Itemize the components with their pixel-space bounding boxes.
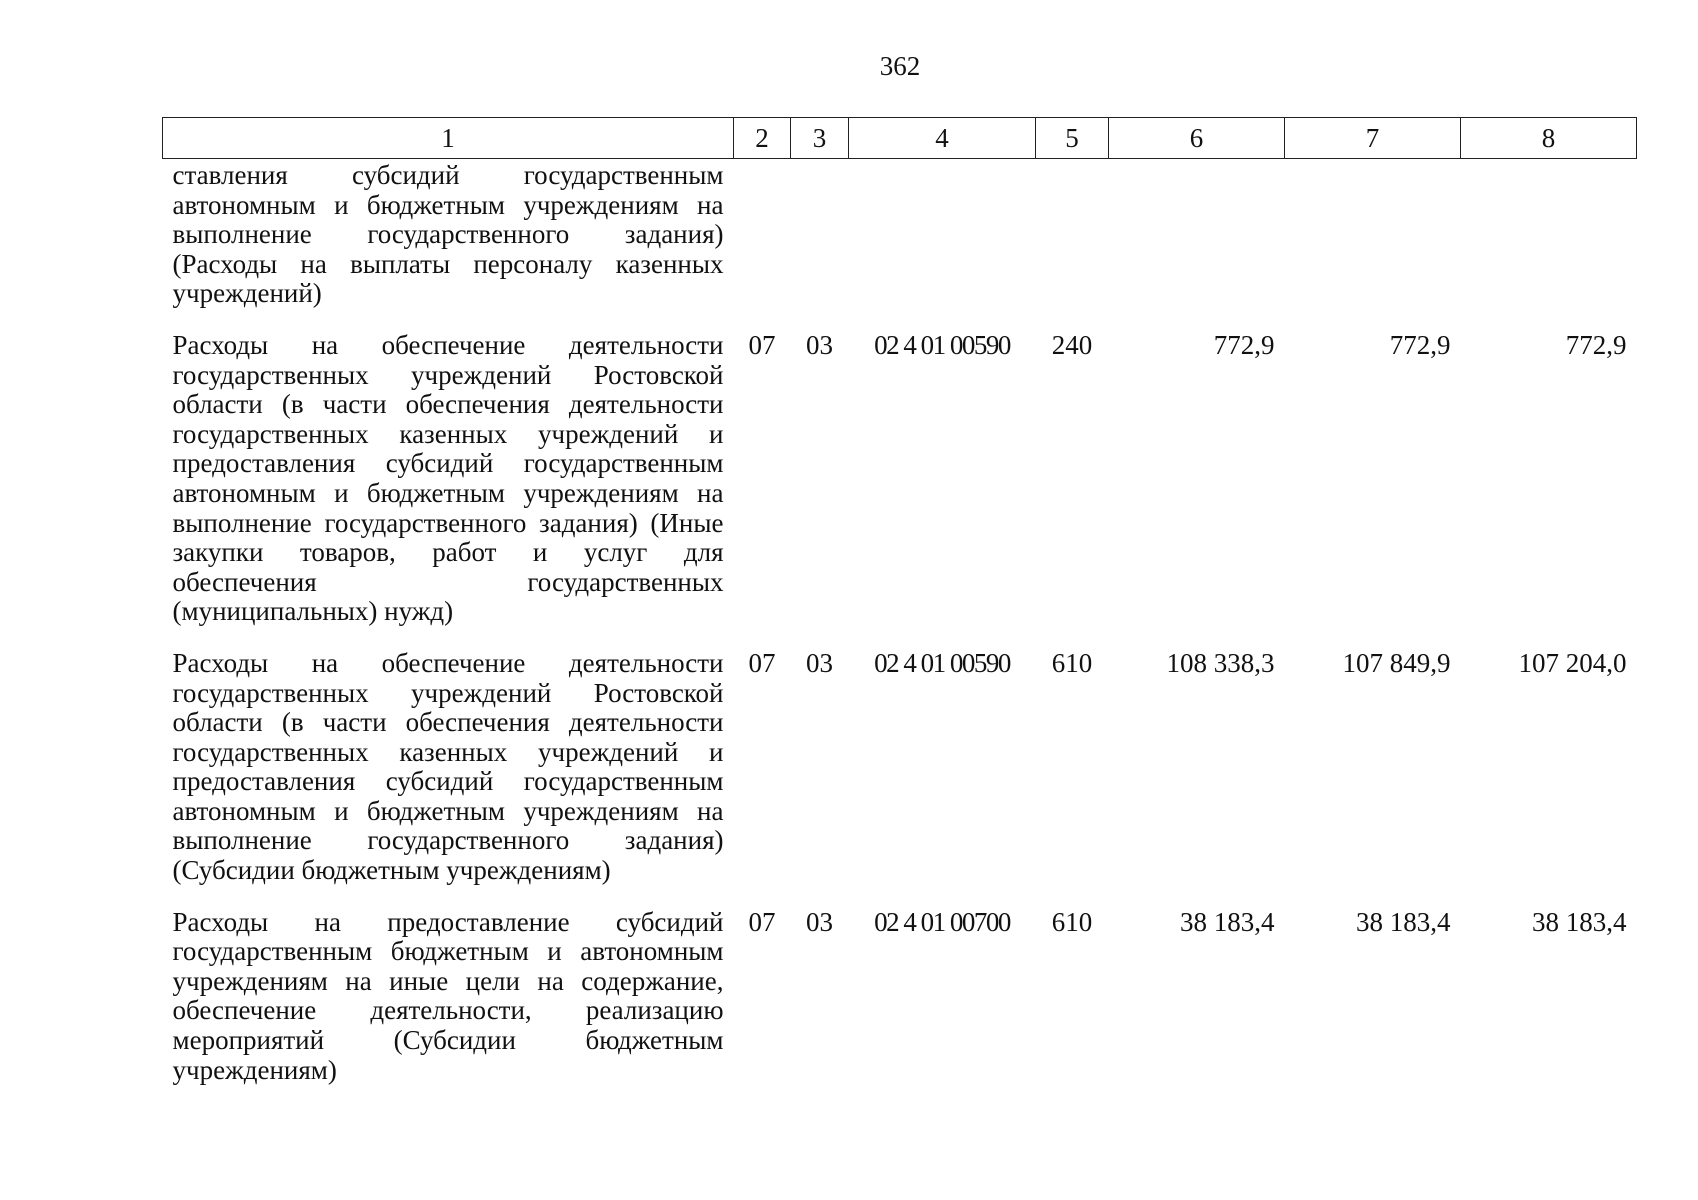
row-amount-6: 772,9 xyxy=(1213,329,1275,360)
column-header-4: 4 xyxy=(849,118,1036,159)
row-target-article: 02 4 01 00590 xyxy=(874,647,1010,678)
row-amount-8: 107 204,0 xyxy=(1518,647,1627,678)
row-expense-type: 240 xyxy=(1051,329,1093,360)
table-row xyxy=(163,159,1637,331)
row-expense-type: 610 xyxy=(1051,647,1093,678)
row-description: ставления субсидий государственным автономным и бюджетным учреждениям на выполнение государственного задания) (Расходы на выплаты персоналу казенных учреждений) xyxy=(172,160,724,309)
table-row xyxy=(163,908,1637,1108)
column-header-6: 6 xyxy=(1109,118,1285,159)
column-header-7: 7 xyxy=(1285,118,1461,159)
row-target-article xyxy=(849,159,1036,331)
page-number: 362 xyxy=(879,51,921,81)
column-header-3: 3 xyxy=(791,118,849,159)
row-description: Расходы на обеспечение деятельности государственных учреждений Ростовской области (в части обеспечения деятельности государственных казенных учреждений и предоставления субсидий государственным автономным и бюджетным учреждениям на выполнение государственного задания) (Субсидии бюджетным учреждениям) xyxy=(172,647,724,886)
table-header-row xyxy=(163,118,1637,159)
row-amount-6: 38 183,4 xyxy=(1180,906,1275,937)
row-amount-8: 772,9 xyxy=(1565,329,1627,360)
row-target-article: 02 4 01 00700 xyxy=(874,906,1010,937)
row-description: Расходы на предоставление субсидий государственным бюджетным и автономным учреждениям на иные цели на содержание, обеспечение деятельности, реализацию мероприятий (Субсидии бюджетным учреждениям) xyxy=(172,906,724,1085)
row-section xyxy=(734,159,791,331)
row-subsection: 03 xyxy=(806,906,833,937)
table-row xyxy=(163,649,1637,908)
budget-table xyxy=(162,117,1637,1107)
row-subsection: 03 xyxy=(806,329,833,360)
row-section: 07 xyxy=(748,329,776,360)
row-amount-7: 38 183,4 xyxy=(1356,906,1451,937)
row-target-article: 02 4 01 00590 xyxy=(874,329,1010,360)
row-section: 07 xyxy=(748,647,776,678)
column-header-8: 8 xyxy=(1461,118,1637,159)
budget-table-container xyxy=(162,117,1636,1107)
row-amount-8: 38 183,4 xyxy=(1532,906,1627,937)
row-amount-7: 772,9 xyxy=(1389,329,1451,360)
row-expense-type xyxy=(1036,159,1109,331)
column-header-5: 5 xyxy=(1036,118,1109,159)
row-amount-7: 107 849,9 xyxy=(1342,647,1451,678)
row-subsection xyxy=(791,159,849,331)
row-description: Расходы на обеспечение деятельности государственных учреждений Ростовской области (в части обеспечения деятельности государственных казенных учреждений и предоставления субсидий государственным автономным и бюджетным учреждениям на выполнение государственного задания) (Иные закупки товаров, работ и услуг для обеспечения государственных (муниципальных) нужд) xyxy=(172,329,724,627)
row-amount-8 xyxy=(1461,159,1637,331)
column-header-1: 1 xyxy=(163,118,734,159)
row-amount-6: 108 338,3 xyxy=(1166,647,1275,678)
row-amount-6 xyxy=(1109,159,1285,331)
table-row xyxy=(163,331,1637,649)
row-section: 07 xyxy=(748,906,776,937)
row-expense-type: 610 xyxy=(1051,906,1093,937)
row-amount-7 xyxy=(1285,159,1461,331)
row-subsection: 03 xyxy=(806,647,833,678)
column-header-2: 2 xyxy=(734,118,791,159)
